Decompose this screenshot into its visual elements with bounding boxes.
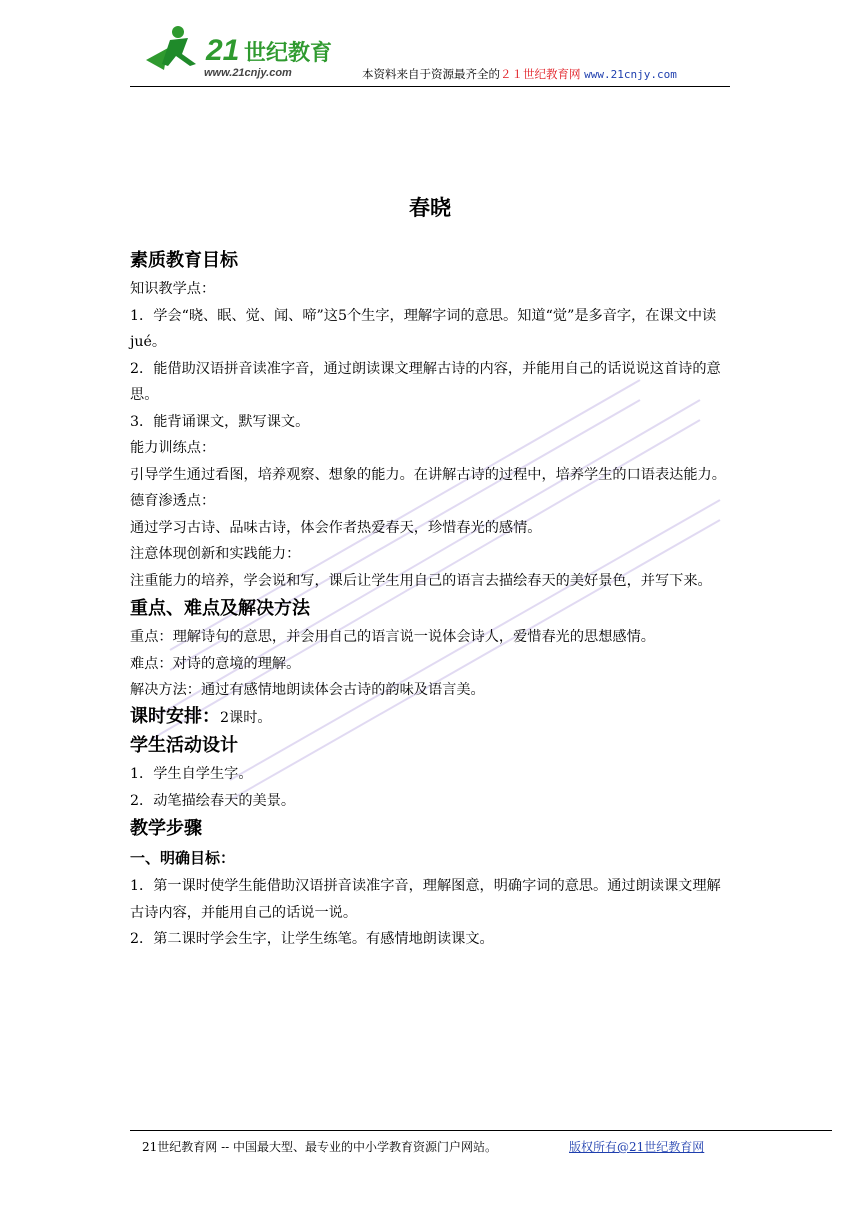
paragraph: 注意体现创新和实践能力： xyxy=(130,546,301,562)
section-heading: 学生活动设计 xyxy=(130,735,238,756)
paragraph: 2．第二课时学会生字，让学生练笔。有感情地朗读课文。 xyxy=(130,931,494,947)
site-logo xyxy=(138,20,348,82)
paragraph: 引导学生通过看图，培养观察、想象的能力。在讲解古诗的过程中，培养学生的口语表达能力。 xyxy=(130,466,726,483)
paragraph: 1．学生自学生字。 xyxy=(130,766,253,782)
section-heading: 素质教育目标 xyxy=(130,250,238,271)
document-title: 春晓 xyxy=(409,196,451,220)
paragraph: 解决方法：通过有感情地朗读体会古诗的韵味及语言美。 xyxy=(130,682,485,698)
paragraph: 注重能力的培养，学会说和写，课后让学生用自己的语言去描绘春天的美好景色，并写下来。 xyxy=(130,572,712,589)
header-note-prefix: 本资料来自于资源最齐全的 xyxy=(362,67,500,81)
paragraph: 1．第一课时使学生能借助汉语拼音读准字音，理解图意，明确字词的意思。通过朗读课文理解古诗内容，并能用自己的话说一说。 xyxy=(130,878,721,921)
paragraph: 1．学会“晓、眠、觉、闻、啼”这5个生字，理解字词的意思。知道“觉”是多音字，在课文中读 jué。 xyxy=(130,307,717,350)
inline-heading: 课时安排： xyxy=(130,705,220,727)
paragraph: 知识教学点： xyxy=(130,281,216,297)
inline-heading-paragraph xyxy=(130,704,730,732)
subsection-heading: 一、明确目标： xyxy=(130,849,236,867)
document-sections xyxy=(130,246,730,953)
svg-text:世纪教育: 世纪教育 xyxy=(244,41,333,66)
paragraph: 重点：理解诗句的意思，并会用自己的语言说一说体会诗人，爱惜春光的思想感情。 xyxy=(130,629,655,645)
inline-text: 2课时。 xyxy=(220,709,272,726)
footer-text: 21世纪教育网 -- 中国最大型、最专业的中小学教育资源门户网站。 xyxy=(142,1140,498,1154)
footer-divider xyxy=(130,1130,832,1131)
svg-text:www.21cnjy.com: www.21cnjy.com xyxy=(204,67,292,79)
paragraph: 2．能借助汉语拼音读准字音，通过朗读课文理解古诗的内容，并能用自己的话说说这首诗的意思。 xyxy=(130,360,721,403)
header-note-site[interactable]: ２１世纪教育网 xyxy=(500,67,581,81)
header-note xyxy=(362,66,677,82)
paragraph: 3．能背诵课文，默写课文。 xyxy=(130,413,310,430)
copyright-link[interactable]: 版权所有@21世纪教育网 xyxy=(569,1140,705,1154)
section-heading: 重点、难点及解决方法 xyxy=(130,598,310,619)
document-body xyxy=(130,192,730,953)
page-header xyxy=(130,18,730,87)
paragraph: 通过学习古诗、品味古诗，体会作者热爱春天，珍惜春光的感情。 xyxy=(130,519,542,536)
header-note-url[interactable]: www.21cnjy.com xyxy=(584,68,677,81)
svg-text:21: 21 xyxy=(206,34,240,67)
paragraph: 能力训练点： xyxy=(130,440,216,456)
section-heading: 教学步骤 xyxy=(130,818,202,839)
paragraph: 德育渗透点： xyxy=(130,493,216,509)
paragraph: 2．动笔描绘春天的美景。 xyxy=(130,792,296,809)
paragraph: 难点：对诗的意境的理解。 xyxy=(130,655,301,672)
